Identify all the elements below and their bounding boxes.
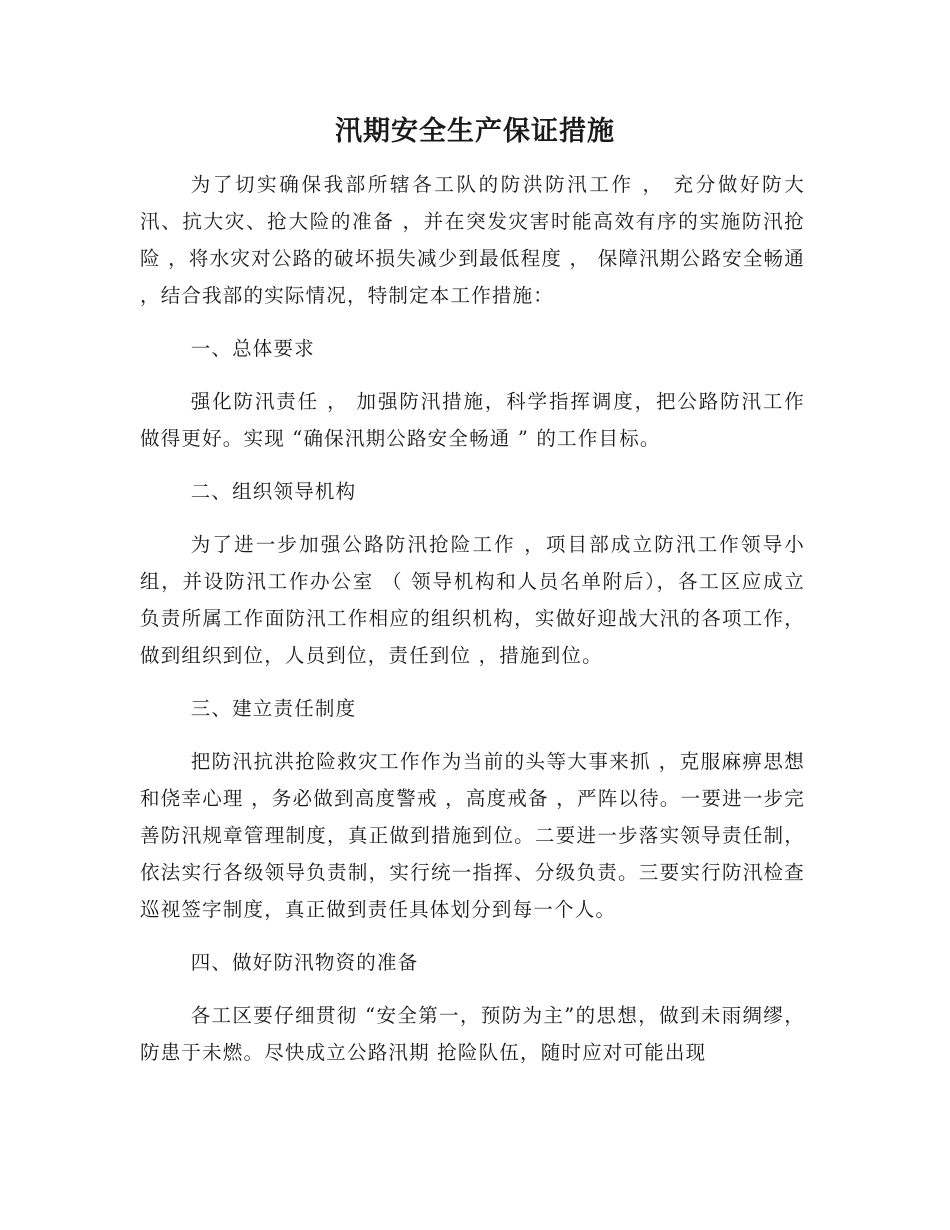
section-body-3: 把防汛抗洪抢险救灾工作作为当前的头等大事来抓 ，克服麻痹思想和侥幸心理 ，务必做到高度警戒 ，高度戒备 ，严阵以待。一要进一步完善防汛规章管理制度，真正做到措施到位。二要进一步落实领导责任制，依法实行各级领导负责制，实行统一指挥、分级负责。三要实行防汛检查巡视签字制度，真正做到责任具体划分到每一个人。 <box>140 750 805 921</box>
document-body <box>140 166 805 1071</box>
section-body-1: 强化防汛责任 ， 加强防汛措施，科学指挥调度，把公路防汛工作做得更好。实现 “确保汛期公路安全畅通 ” 的工作目标。 <box>140 390 805 450</box>
section-heading-1: 一、总体要求 <box>190 337 315 360</box>
section-body-2: 为了进一步加强公路防汛抢险工作 ，项目部成立防汛工作领导小组，并设防汛工作办公室 （ 领导机构和人员名单附后），各工区应成立负责所属工作面防汛工作相应的组织机构，实做好迎战大汛的各项工作，做到组织到位，人员到位，责任到位 ，措施到位。 <box>140 533 805 667</box>
document-title: 汛期安全生产保证措施 <box>335 116 615 147</box>
section-heading-4: 四、做好防汛物资的准备 <box>190 951 419 974</box>
intro-paragraph: 为了切实确保我部所辖各工队的防洪防汛工作 ， 充分做好防大汛、抗大灾、抢大险的准备 ，并在突发灾害时能高效有序的实施防汛抢险 ，将水灾对公路的破坏损失减少到最低程度 ， 保障汛期公路安全畅通 ，结合我部的实际情况，特制定本工作措施： <box>140 173 805 307</box>
section-body-4: 各工区要仔细贯彻 “安全第一，预防为主”的思想，做到未雨绸缪，防患于未燃。尽快成立公路汛期 抢险队伍，随时应对可能出现 <box>140 1004 805 1064</box>
section-heading-2: 二、组织领导机构 <box>190 480 357 503</box>
section-heading-3: 三、建立责任制度 <box>190 697 357 720</box>
